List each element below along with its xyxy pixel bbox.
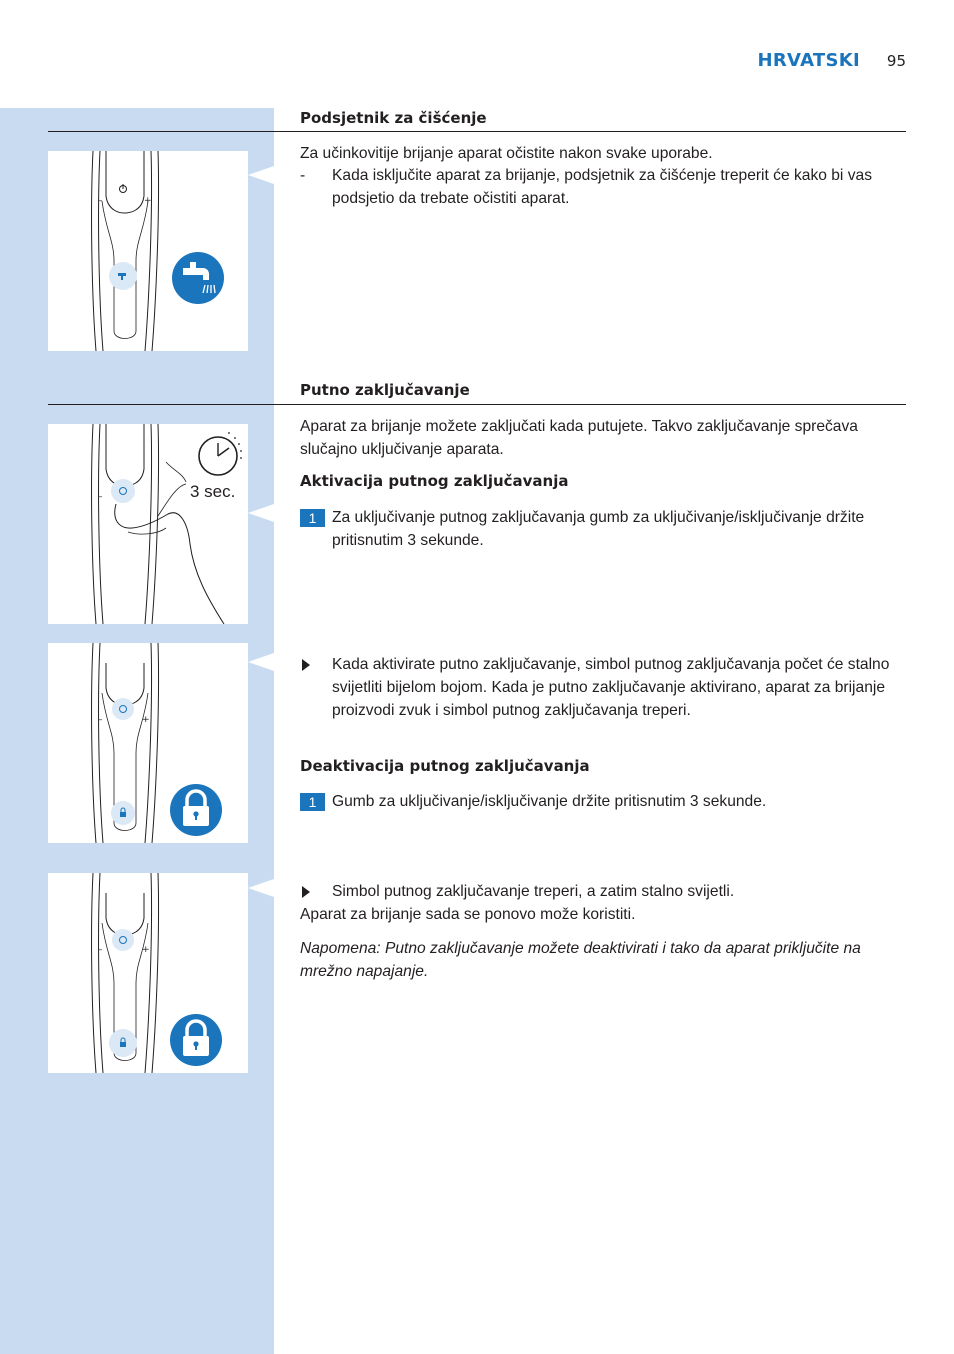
illustration-activation	[48, 424, 248, 624]
callout-notch	[248, 166, 274, 184]
activation-step	[300, 506, 906, 552]
callout-notch	[248, 653, 274, 671]
step-number: 1	[300, 793, 325, 811]
illustration-lock-active	[48, 643, 248, 843]
deactivation-result-text: Simbol putnog zaključavanje treperi, a zatim stalno svijetli.	[332, 883, 735, 900]
language-label: HRVATSKI	[757, 50, 860, 71]
deactivation-step-text: Gumb za uključivanje/isključivanje držite pritisnutim 3 sekunde.	[332, 793, 767, 810]
illustration-lock-deactivated	[48, 873, 248, 1073]
timer-icon	[199, 432, 242, 475]
bullet-arrow-icon	[302, 886, 310, 898]
illustration-cleaning-reminder	[48, 151, 248, 351]
lock-icon	[170, 1014, 222, 1066]
activation-result-text: Kada aktivirate putno zaključavanje, simbol putnog zaključavanja počet će stalno svijetliti bijelom bojom. Kada je putno zaključavanje aktivirano, aparat za brijanje proizvodi zvuk i simbol putnog zaključavanja treperi.	[332, 656, 890, 719]
cleaning-reminder-heading: Podsjetnik za čišćenje	[300, 109, 487, 127]
activation-result	[300, 653, 906, 722]
callout-notch	[248, 504, 274, 522]
note-text: Napomena: Putno zaključavanje možete deaktivirati i tako da aparat priključite na mrežno napajanje.	[300, 940, 861, 980]
section-divider	[48, 404, 906, 405]
section-divider	[48, 131, 906, 132]
svg-text:–: –	[98, 196, 103, 206]
activation-step-text: Za uključivanje putnog zaključavanja gumb za uključivanje/isključivanje držite pritisnutim 3 sekunde.	[332, 509, 865, 549]
activation-heading: Aktivacija putnog zaključavanja	[300, 472, 569, 490]
svg-text:+: +	[144, 196, 152, 206]
step-number: 1	[300, 509, 325, 527]
svg-text:–: –	[98, 715, 103, 725]
svg-text:–: –	[98, 945, 103, 955]
svg-text:–: –	[98, 492, 103, 502]
timer-label: 3 sec.	[190, 482, 236, 501]
dash-mark: -	[300, 167, 306, 184]
svg-text:+: +	[142, 945, 150, 955]
cleaning-reminder-intro: Za učinkovitije brijanje aparat očistite nakon svake uporabe.	[300, 145, 713, 162]
deactivation-heading: Deaktivacija putnog zaključavanja	[300, 757, 590, 775]
deactivation-result	[300, 880, 906, 903]
callout-notch	[248, 879, 274, 897]
lock-icon	[170, 784, 222, 836]
page-number: 95	[886, 52, 906, 70]
travel-lock-heading: Putno zaključavanje	[300, 381, 470, 399]
bullet-arrow-icon	[302, 659, 310, 671]
deactivation-followup: Aparat za brijanje sada se ponovo može koristiti.	[300, 906, 636, 923]
deactivation-step	[300, 790, 906, 813]
cleaning-reminder-item	[300, 164, 906, 210]
cleaning-reminder-text: Kada isključite aparat za brijanje, podsjetnik za čišćenje treperit će kako bi vas podsjetio da trebate očistiti aparat.	[332, 167, 872, 207]
svg-text:+: +	[142, 715, 150, 725]
travel-lock-intro: Aparat za brijanje možete zaključati kada putujete. Takvo zaključavanje sprečava slučajno uključivanje aparata.	[300, 418, 858, 458]
tap-icon	[172, 252, 224, 304]
